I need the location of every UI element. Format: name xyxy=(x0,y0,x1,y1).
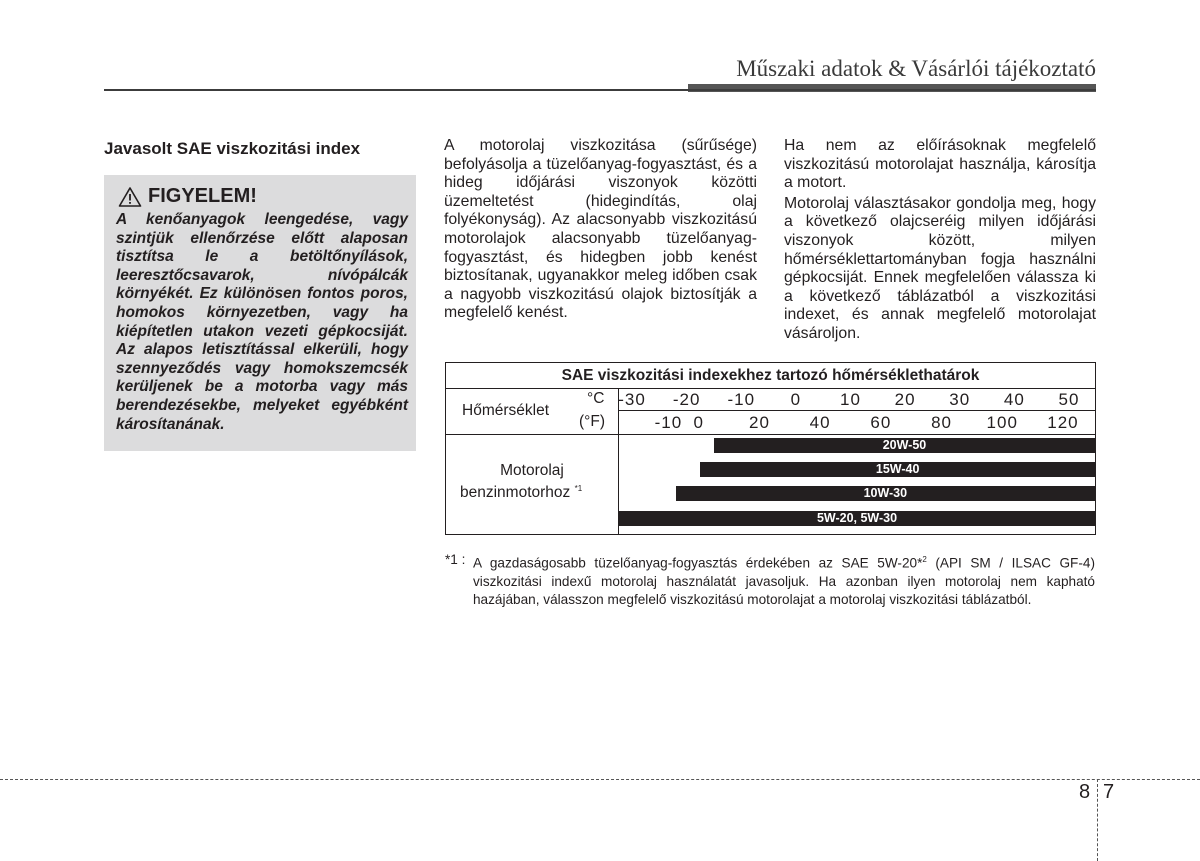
footnote-sup: 2 xyxy=(922,555,927,564)
fahrenheit-tick: 20 xyxy=(748,413,770,432)
fahrenheit-unit: (°F) xyxy=(579,413,605,430)
advice-paragraph-2: Motorolaj választásakor gondolja meg, hogy a következő olajcseréig milyen időjárási viszonyok között, milyen hőmérséklettartományban fogja használni gépkocsiját. Ennek megfelelően válassza ki a következő táblázatból a viszkozitási indexet, és annak megfelelő motorolajat vásároljon. xyxy=(784,194,1096,342)
celsius-tick: 10 xyxy=(840,390,861,409)
celsius-tick: 20 xyxy=(894,390,916,409)
footnote-text-after: (API SM / ILSAC GF-4) viszkozitási indexű motorolaj használatát javasoljuk. Ha azonban ilyen motorolaj nem kapható hazájában, válasszon megfelelő viszkozitású motorolajat a motorolaj viszkozitási táblázatból. xyxy=(473,555,1095,607)
fahrenheit-tick: 40 xyxy=(809,413,831,432)
intro-column xyxy=(444,137,757,323)
footnote-mark: *1 : xyxy=(445,552,466,567)
fahrenheit-tick: 0 xyxy=(693,413,704,432)
oil-row-label-mark: *1 xyxy=(574,484,583,493)
footnote-text xyxy=(473,551,1095,609)
celsius-tick: 30 xyxy=(949,390,971,409)
fahrenheit-tick: 120 xyxy=(1047,413,1079,432)
celsius-tick: 0 xyxy=(790,390,802,409)
oil-bar-label: 10W-30 xyxy=(863,486,908,500)
celsius-unit: °C xyxy=(587,390,605,407)
table-title: SAE viszkozitási indexekhez tartozó hőmérséklethatárok xyxy=(446,363,1095,389)
oil-row-label-1: Motorolaj xyxy=(500,462,564,479)
celsius-tick: -20 xyxy=(672,390,701,409)
fahrenheit-tick: -10 xyxy=(654,413,683,432)
fahrenheit-tick: 100 xyxy=(986,413,1018,432)
oil-bar xyxy=(676,486,1095,501)
page-number: 7 xyxy=(1103,781,1115,803)
scale-divider xyxy=(618,410,1096,411)
oil-row-label-text: benzinmotorhoz xyxy=(460,484,571,502)
section-title: Javasolt SAE viszkozitási index xyxy=(104,139,361,158)
oil-row-label-2 xyxy=(460,484,582,502)
oil-bar-label: 5W-20, 5W-30 xyxy=(816,511,898,525)
celsius-tick: 50 xyxy=(1058,390,1080,409)
fahrenheit-tick: 80 xyxy=(931,413,952,432)
warning-heading xyxy=(118,185,257,208)
footnote xyxy=(445,551,1095,609)
warning-triangle-icon xyxy=(118,186,142,208)
advice-column xyxy=(784,137,1096,344)
chapter-number: 8 xyxy=(1079,781,1091,803)
temperature-label: Hőmérséklet xyxy=(462,402,549,419)
celsius-tick: -30 xyxy=(618,390,646,409)
footnote-text-before: A gazdaságosabb tüzelőanyag-fogyasztás érdekében az SAE 5W-20* xyxy=(473,555,923,571)
header-rule xyxy=(104,89,1096,91)
warning-text: A kenőanyagok leengedése, vagy szintjük ellenőrzése előtt alaposan tisztítsa le a betöltőnyílások, leeresztőcsavarok, nívópálcák környékét. Ez különösen fontos poros, homokos környezetben, vagy ha kiépítetlen utakon vezeti gépkocsiját. Az alapos letisztítással elkerüli, hogy szennyeződés vagy homokszemcsék kerüljenek be a motorba vagy más berendezésekbe, melyeket egyébként károsítanának. xyxy=(116,211,408,433)
advice-paragraph-1: Ha nem az előírásoknak megfelelő viszkozitású motorolajat használja, károsítja a motort. xyxy=(784,137,1096,192)
warning-box xyxy=(104,175,416,451)
oil-bar xyxy=(700,462,1095,477)
oil-bar-label: 15W-40 xyxy=(875,462,920,476)
oil-bar xyxy=(714,438,1095,453)
fahrenheit-tick: 60 xyxy=(870,413,892,432)
celsius-tick: -10 xyxy=(727,390,756,409)
header-divider xyxy=(446,434,1095,435)
footer-dashed-rule xyxy=(0,779,1200,780)
sae-viscosity-table xyxy=(445,362,1096,535)
footer-dashed-divider xyxy=(1097,779,1098,861)
warning-heading-text: FIGYELEM! xyxy=(148,185,257,207)
viscosity-paragraph: A motorolaj viszkozitása (sűrűsége) befolyásolja a tüzelőanyag-fogyasztást, és a hideg időjárási viszonyok közötti üzemeltetést (hidegindítás, olaj folyékonyság). Az alacsonyabb viszkozitású motorolajok alacsonyabb tüzelőanyag-fogyasztást, és hidegben jobb kenést biztosítanak, ugyanakkor meleg időben csak a nagyobb viszkozitású olajok biztosítják a megfelelő kenést. xyxy=(444,137,757,322)
celsius-tick: 40 xyxy=(1003,390,1025,409)
oil-bar-label: 20W-50 xyxy=(882,438,927,452)
oil-bar xyxy=(619,511,1095,526)
header-title: Műszaki adatok & Vásárlói tájékoztató xyxy=(736,56,1096,81)
